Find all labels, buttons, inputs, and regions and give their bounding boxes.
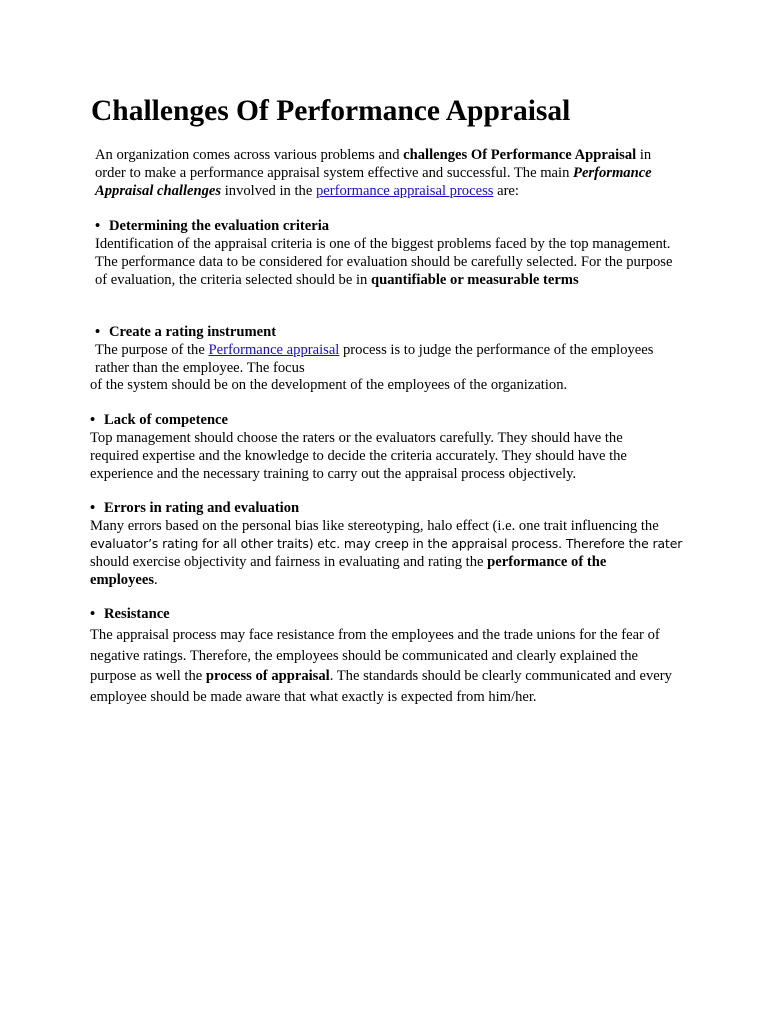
intro-bold: challenges Of Performance Appraisal [403, 147, 637, 163]
section-paragraph-resistance [90, 625, 675, 708]
section-heading-lack-of-competence [90, 411, 228, 429]
section-text: Identification of the appraisal criteria is one of the biggest problems faced by the top management. The performance data to be considered for evaluation should be carefully selected. For the purpose of evaluation, the criteria selected should be in [95, 236, 673, 288]
section-text: Top management should choose the raters or the evaluators carefully. They should have the required expertise and the knowledge to decide the criteria accurately. They should have the experience and the necessary training to carry out the appraisal process objectively. [90, 430, 627, 482]
section-text: evaluator’s rating for all other traits) etc. may creep in the appraisal process. Therefore the rater [90, 536, 683, 551]
section-text: should exercise objectivity and fairness in evaluating and rating the [90, 554, 488, 570]
intro-bold-italic: Performance Appraisal challenges [95, 165, 652, 199]
intro-text: in order to make a performance appraisal system effective and successful. The main [95, 147, 652, 181]
section-heading-label: Create a rating instrument [109, 324, 277, 340]
section-heading-resistance [90, 605, 170, 623]
bullet-icon: • [95, 218, 101, 234]
intro-text: are: [493, 183, 519, 199]
section-text: . [154, 572, 158, 588]
section-heading-evaluation-criteria [95, 217, 329, 235]
section-heading-label: Lack of competence [104, 412, 229, 428]
section-heading-label: Errors in rating and evaluation [104, 500, 300, 516]
section-bold: performance of the employees [90, 554, 607, 588]
section-paragraph-errors-3 [90, 553, 650, 589]
section-text: The appraisal process may face resistance from the employees and the trade unions for the fear of negative ratings. Therefore, the employees should be communicated and clearly explained the purpose as well the [90, 627, 660, 685]
section-line-errors-2 [90, 535, 690, 553]
section-bold: process of appraisal [205, 668, 330, 685]
section-paragraph-evaluation-criteria [95, 235, 685, 289]
bullet-icon: • [90, 606, 96, 622]
section-text: The purpose of the [95, 342, 209, 358]
bullet-icon: • [90, 412, 96, 428]
bullet-icon: • [95, 324, 101, 340]
intro-text: involved in the [221, 183, 316, 199]
section-text: process is to judge the performance of the employees rather than the employee. The focus [95, 342, 654, 376]
section-paragraph-rating-instrument-cont [90, 376, 690, 394]
intro-paragraph [95, 146, 680, 200]
performance-appraisal-link[interactable]: Performance appraisal [208, 342, 340, 358]
section-text: . The standards should be clearly communicated and every employee should be made aware that what exactly is expected from him/her. [90, 668, 672, 706]
section-heading-errors-in-rating [90, 499, 299, 517]
section-heading-rating-instrument [95, 323, 276, 341]
section-paragraph-rating-instrument [95, 341, 685, 377]
intro-text: An organization comes across various problems and [95, 147, 404, 163]
performance-appraisal-process-link[interactable]: performance appraisal process [315, 183, 494, 199]
page-title: Challenges Of Performance Appraisal [91, 95, 571, 127]
section-text: of the system should be on the development of the employees of the organization. [90, 377, 568, 393]
section-paragraph-lack-of-competence [90, 429, 665, 483]
bullet-icon: • [90, 500, 96, 516]
section-text: Many errors based on the personal bias like stereotyping, halo effect (i.e. one trait influencing the [90, 518, 659, 534]
section-bold: quantifiable or measurable terms [370, 272, 579, 288]
section-line-errors-1 [90, 517, 690, 535]
section-heading-label: Determining the evaluation criteria [109, 218, 330, 234]
section-heading-label: Resistance [104, 606, 170, 622]
